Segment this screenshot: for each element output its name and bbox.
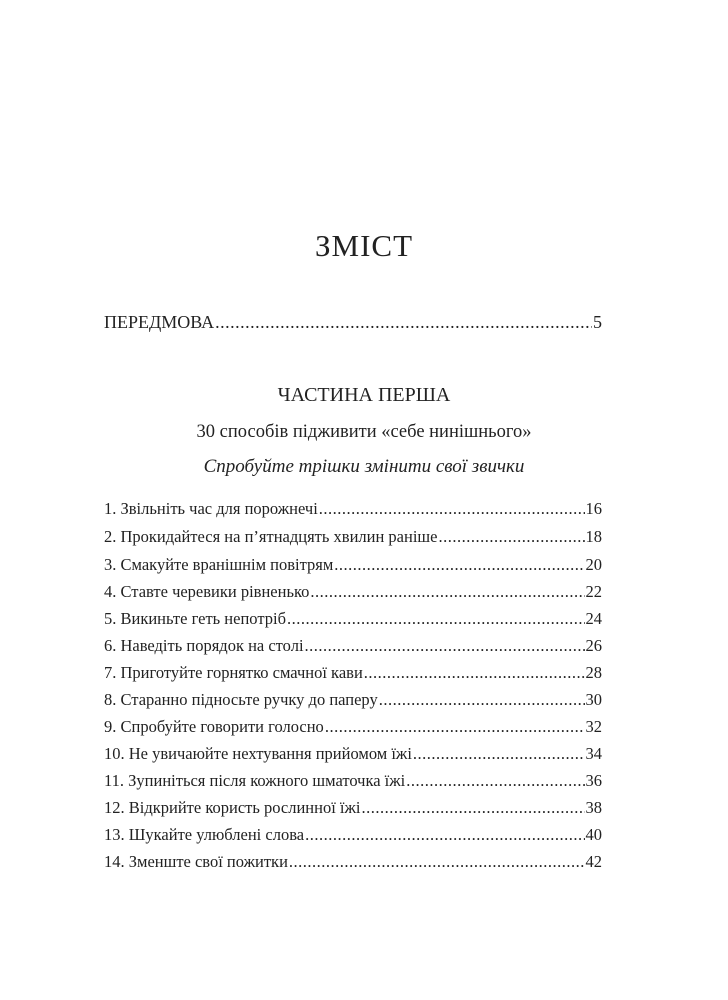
toc-entry-label: 3. Смакуйте вранішнім повітрям: [104, 555, 334, 574]
toc-entry: [104, 609, 602, 629]
toc-entry-label: 1. Звільніть час для порожнечі: [104, 499, 318, 518]
dot-leader: [438, 527, 584, 547]
dot-leader: [413, 744, 585, 764]
toc-entry: [104, 555, 602, 575]
toc-entry-label: 2. Прокидайтеся на п’ятнадцять хвилин раніше: [104, 527, 438, 546]
dot-leader: [362, 798, 585, 818]
toc-entry: [104, 582, 602, 602]
toc-entry-page: 24: [585, 609, 602, 628]
toc-entry: [104, 798, 602, 818]
part-subtitle: 30 способів підживити «себе нинішнього»: [196, 422, 532, 442]
toc-entry-page: 40: [585, 825, 602, 844]
toc-entry-page: 30: [585, 690, 602, 709]
toc-entry-page: 32: [585, 717, 602, 736]
dot-leader: [215, 312, 592, 333]
part-title: ЧАСТИНА ПЕРША: [277, 384, 451, 406]
toc-entry-label: 7. Приготуйте горнятко смачної кави: [104, 663, 363, 682]
toc-entry-label: 8. Старанно підносьте ручку до паперу: [104, 690, 378, 709]
toc-entry-preface: [104, 312, 602, 333]
toc-entry-label: 12. Відкрийте користь рослинної їжі: [104, 798, 361, 817]
toc-entry-label: 5. Викиньте геть непотріб: [104, 609, 286, 628]
toc-entry-label: 6. Наведіть порядок на столі: [104, 636, 304, 655]
dot-leader: [319, 499, 585, 519]
toc-entry-page: 20: [585, 555, 602, 574]
dot-leader: [287, 609, 585, 629]
toc-entry: [104, 499, 602, 519]
dot-leader: [334, 555, 584, 575]
toc-entry: [104, 825, 602, 845]
toc-entry-page: 36: [585, 771, 602, 790]
dot-leader: [310, 582, 584, 602]
toc-entry-page: 18: [585, 527, 602, 546]
toc-entry: [104, 663, 602, 683]
dot-leader: [379, 690, 585, 710]
toc-entry-label: 9. Спробуйте говорити голосно: [104, 717, 324, 736]
toc-entry-page: 26: [585, 636, 602, 655]
toc-entry: [104, 771, 602, 791]
toc-entry-label: 13. Шукайте улюблені слова: [104, 825, 305, 844]
toc-entry: [104, 852, 602, 872]
dot-leader: [289, 852, 585, 872]
dot-leader: [406, 771, 584, 791]
dot-leader: [305, 825, 584, 845]
toc-entry-page: 16: [585, 499, 602, 518]
toc-title: ЗМІСТ: [314, 228, 414, 263]
toc-entry-page: 5: [593, 312, 602, 332]
toc-entry: [104, 690, 602, 710]
toc-entry: [104, 636, 602, 656]
toc-entry-label: 4. Ставте черевики рівненько: [104, 582, 310, 601]
toc-entry-label: 10. Не увичаюйте нехтування прийомом їжі: [104, 744, 412, 763]
toc-entry-label: 14. Зменште свої пожитки: [104, 852, 288, 871]
part-note: Спробуйте трішки змінити свої звички: [203, 456, 525, 477]
toc-entry-label: ПЕРЕДМОВА: [104, 312, 215, 332]
toc-entry-page: 22: [585, 582, 602, 601]
dot-leader: [364, 663, 585, 683]
toc-entry-page: 38: [585, 798, 602, 817]
toc-entry-page: 42: [585, 852, 602, 871]
toc-entry-page: 28: [585, 663, 602, 682]
toc-entry-page: 34: [585, 744, 602, 763]
toc-entry: [104, 527, 602, 547]
dot-leader: [325, 717, 585, 737]
dot-leader: [305, 636, 585, 656]
toc-entry-label: 11. Зупиніться після кожного шматочка їжі: [104, 771, 406, 790]
toc-entry: [104, 744, 602, 764]
toc-entry: [104, 717, 602, 737]
